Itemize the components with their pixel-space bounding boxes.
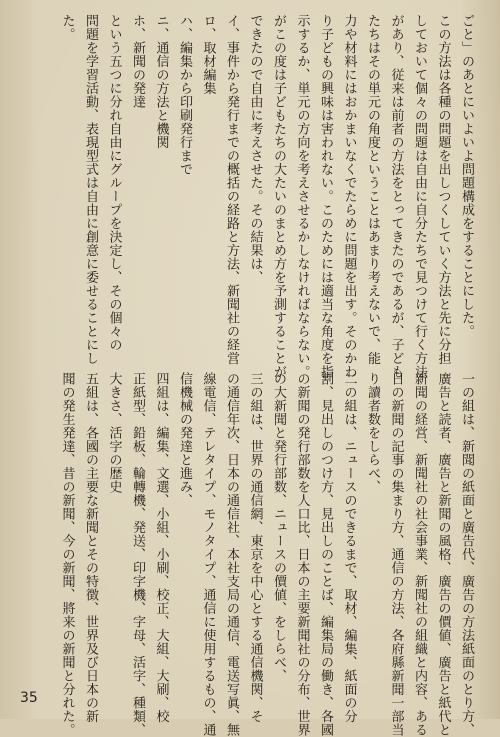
text-line: 廣告と読者、廣告と新聞の風格、廣告の價値、廣告と紙代と	[435, 372, 451, 737]
text-line: り讀者数をしらべ、	[365, 372, 380, 494]
text-line: 五組は、各國の主要な新聞とその特徴、世界及び日本の新	[83, 372, 98, 723]
text-line: 割、見出しのつけ方、見出しのことば、編集局の働き、各國	[318, 372, 333, 737]
text-line: 新聞の経営、新聞社の社会事業、新聞社の組織と内容、ある	[412, 372, 427, 737]
text-line: た。	[59, 14, 75, 41]
text-line: 力や材料にはおかまいなくでたらめに問題を出す。そのかわ	[341, 14, 357, 379]
text-line: の通信年次、日本の通信社、本社支局の通信、電送写眞、無	[224, 372, 239, 737]
text-line: ホ、新聞の発達	[130, 14, 145, 109]
text-line: 日の新聞の記事の集まり方、通信の方法、各府縣新聞一部当	[388, 372, 404, 737]
text-line: できたので自由に考えさせた。その結果は、	[247, 14, 263, 284]
text-line: 聞の発生発達、昔の新聞、今の新聞、將来の新聞と分れた。	[59, 372, 75, 737]
text-line: ニ、通信の方法と機関	[153, 14, 169, 149]
text-line: たちはその単元の角度ということはあまり考えないで、能	[365, 14, 380, 365]
text-line: があり、従来は前者の方法をとってきたのであるが、子ども	[388, 14, 404, 379]
text-line: という五つに分れ自由にグループを決定し、その個々の	[106, 14, 122, 352]
text-line: 信機械の発達と進み、	[177, 372, 192, 507]
page-number: 35	[20, 690, 38, 706]
text-line: 問題を学習活動、表現型式は自由に創意に委せることにし	[83, 14, 98, 365]
text-line: 四組は、編集、文選、小組、小刷、校正、大組、大刷、校	[153, 372, 169, 723]
text-line: り子どもの興味は害われない。このためには適当な角度を指	[318, 14, 333, 379]
text-line: 三の組は、世界の通信網、東京を中心とする通信機関、そ	[247, 372, 263, 723]
lower-text-block	[55, 372, 478, 737]
text-line: 正紙型、鉛板、輪轉機、発送、印字機、字母、活字、種類、	[130, 372, 145, 737]
upper-text-block	[55, 14, 478, 379]
text-line: 二の組は、ニュースのできるまで、取材、編集、紙面の分	[341, 372, 357, 723]
text-line: ハ、編集から印刷発行まで	[177, 14, 192, 176]
text-line: しておいて個々の問題は自由に自分たちで見つけて行く方法	[412, 14, 427, 379]
text-line: の新聞の発行部数を人口比、日本の主要新聞社の分布、世界	[294, 372, 310, 737]
text-line: イ、事件から発行までの概括の経路と方法、新聞社の経営	[224, 14, 239, 365]
text-line: 線電信、テレタイプ、モノタイプ、通信に使用するもの、通	[200, 372, 216, 737]
text-line: この方法は各種の問題を出しつくしていく方法と先に分担	[435, 14, 451, 365]
text-line: 示するか、単元の方向を考えさせるかしなければならない。	[294, 14, 310, 379]
text-line: 大きさ、活字の歴史	[106, 372, 122, 494]
text-line: 一の組は、新聞の紙面と廣告代、廣告の方法紙面のとり方、	[459, 372, 474, 737]
text-line: ロ、取材編集	[200, 14, 216, 95]
text-line: の大新聞と発行部数、ニュースの價値、をしらべ、	[271, 372, 286, 683]
text-line: がこの度は子どもたちの大たいのまとめ方を予測することが	[271, 14, 286, 379]
text-line: ごと」のあとにいよいよ問題構成をすることにした。	[459, 14, 474, 338]
